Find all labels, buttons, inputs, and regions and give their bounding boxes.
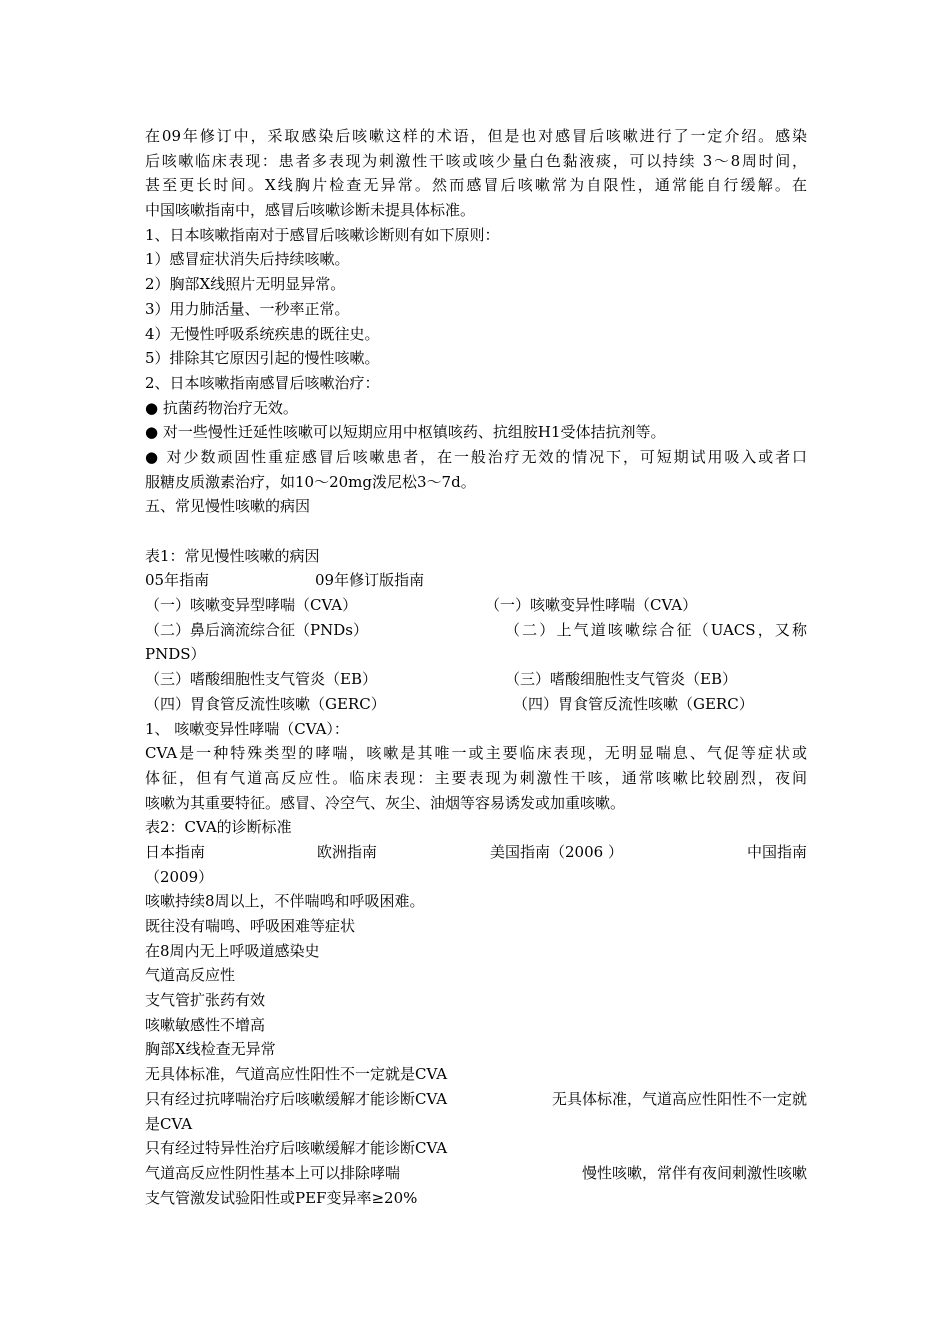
table2-header-tail: （2009） [145, 867, 214, 886]
table1-row [145, 692, 807, 717]
table2-line: 在8周内无上呼吸道感染史 [145, 941, 320, 960]
text-line: 在09年修订中，采取感染后咳嗽这样的术语，但是也对感冒后咳嗽进行了一定介绍。感染 [145, 127, 807, 145]
table2-line: 无具体标准，气道高应性阳性不一定就是CVA [145, 1065, 448, 1084]
table2-line: 支气管激发试验阳性或PEF变异率≥20% [145, 1188, 418, 1207]
japan-diagnosis-heading: 1、日本咳嗽指南对于感冒后咳嗽诊断则有如下原则： [145, 225, 500, 244]
list-item: 2）胸部X线照片无明显异常。 [145, 275, 346, 294]
table2-header-row [145, 840, 807, 865]
intro-paragraph [145, 124, 807, 223]
list-item: 5）排除其它原因引起的慢性咳嗽。 [145, 349, 380, 368]
table2-line: 咳嗽敏感性不增高 [145, 1015, 266, 1034]
table1-col2-header: 09年修订版指南 [315, 571, 425, 590]
japan-treatment-heading: 2、日本咳嗽指南感冒后咳嗽治疗： [145, 373, 380, 392]
bullet-item: ● 对一些慢性迁延性咳嗽可以短期应用中枢镇咳药、抗组胺H1受体拮抗剂等。 [145, 423, 666, 442]
blank-line [145, 519, 807, 544]
table1-cell-left: （一）咳嗽变异型哮喘（CVA） [145, 596, 358, 615]
table2-line: 是CVA [145, 1114, 193, 1133]
table2-header-china: 中国指南 [746, 842, 807, 861]
table2-row [145, 1087, 807, 1112]
list-item: 4）无慢性呼吸系统疾患的既往史。 [145, 324, 380, 343]
text-line: CVA是一种特殊类型的哮喘，咳嗽是其唯一或主要临床表现，无明显喘息、气促等症状或 [145, 744, 807, 763]
table2-line: 咳嗽持续8周以上，不伴喘鸣和呼吸困难。 [145, 892, 425, 911]
bullet-item: ● 对少数顽固性重症感冒后咳嗽患者，在一般治疗无效的情况下，可短期试用吸入或者口 [145, 447, 807, 466]
table1-cell-right: （一）咳嗽变异性哮喘（CVA） [485, 596, 698, 615]
cva-heading: 1、 咳嗽变异性哮喘（CVA）： [145, 719, 349, 738]
table2-row [145, 1161, 807, 1186]
text-line: 后咳嗽临床表现：患者多表现为刺激性干咳或咳少量白色黏液痰，可以持续 3～8周时间， [145, 151, 807, 170]
table2-line: 胸部X线检查无异常 [145, 1040, 276, 1059]
table2-cell-right: 无具体标准，气道高应性阳性不一定就 [551, 1089, 807, 1108]
table1-row [145, 667, 807, 692]
bullet-item: ● 抗菌药物治疗无效。 [145, 398, 298, 417]
bullet-item-continued: 服糖皮质激素治疗，如10～20mg泼尼松3～7d。 [145, 472, 476, 491]
table1-cell-right: （四）胃食管反流性咳嗽（GERC） [513, 694, 754, 713]
text-line: 体征，但有气道高反应性。临床表现：主要表现为刺激性干咳，通常咳嗽比较剧烈，夜间 [145, 768, 807, 787]
table2-line: 只有经过特异性治疗后咳嗽缓解才能诊断CVA [145, 1139, 448, 1158]
text-line: 中国咳嗽指南中，感冒后咳嗽诊断未提具体标准。 [145, 201, 476, 220]
table2-header-europe: 欧洲指南 [317, 842, 378, 861]
section-heading: 五、常见慢性咳嗽的病因 [145, 497, 311, 516]
table2-line: 气道高反应性 [145, 966, 236, 985]
text-line: 甚至更长时间。X线胸片检查无异常。然而感冒后咳嗽常为自限性，通常能自行缓解。在 [145, 176, 807, 195]
list-item: 3）用力肺活量、一秒率正常。 [145, 299, 350, 318]
table2-cell-left: 只有经过抗哮喘治疗后咳嗽缓解才能诊断CVA [145, 1089, 448, 1108]
table2-header-japan: 日本指南 [145, 842, 206, 861]
table1-cell-left: （三）嗜酸细胞性支气管炎（EB） [145, 670, 377, 689]
table1-caption: 表1：常见慢性咳嗽的病因 [145, 546, 320, 565]
document-page [145, 124, 807, 1210]
table1-cell-right: （三）嗜酸细胞性支气管炎（EB） [505, 670, 737, 689]
table2-cell-left: 气道高反应性阴性基本上可以排除哮喘 [145, 1163, 401, 1182]
table2-line: 支气管扩张药有效 [145, 991, 266, 1010]
table1-cell-left: （四）胃食管反流性咳嗽（GERC） [145, 694, 386, 713]
table1-col1-header: 05年指南 [145, 571, 210, 590]
table1-row [145, 642, 807, 667]
table1-row [145, 618, 807, 643]
text-line: 咳嗽为其重要特征。感冒、冷空气、灰尘、油烟等容易诱发或加重咳嗽。 [145, 793, 626, 812]
table1-cell-right: （二）上气道咳嗽综合征（UACS，又称 [505, 620, 807, 639]
table2-cell-right: 慢性咳嗽，常伴有夜间刺激性咳嗽 [581, 1163, 807, 1182]
table1-cell-left: （二）鼻后滴流综合征（PNDs） [145, 620, 368, 639]
list-item: 1）感冒症状消失后持续咳嗽。 [145, 250, 350, 269]
table1-header-row [145, 568, 807, 593]
table2-line: 既往没有喘鸣、呼吸困难等症状 [145, 917, 356, 935]
table2-header-usa: 美国指南（2006 ） [490, 842, 623, 861]
table1-row [145, 593, 807, 618]
table2-caption: 表2：CVA的诊断标准 [145, 818, 292, 837]
table1-cell-left: PNDS） [145, 645, 206, 664]
